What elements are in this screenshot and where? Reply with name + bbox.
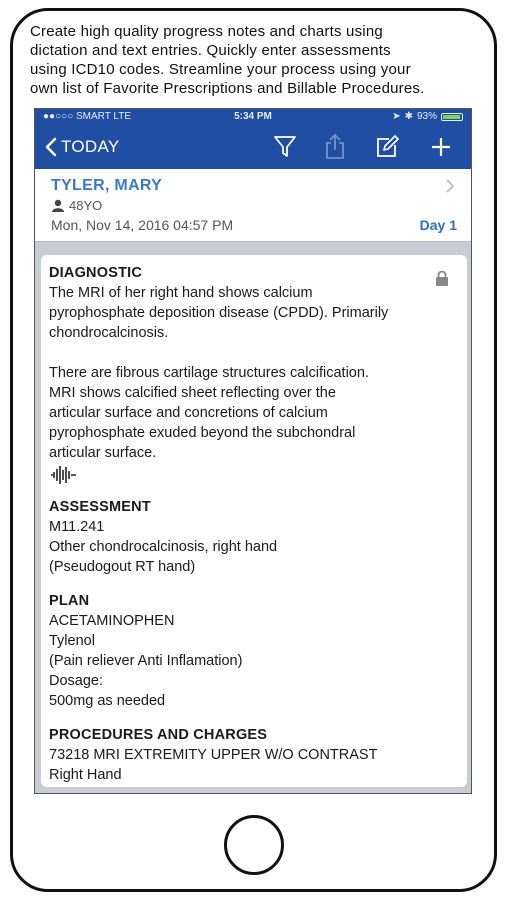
diagnostic-title: DIAGNOSTIC (49, 265, 143, 281)
promo-text (30, 22, 500, 98)
status-time: 5:34 PM (234, 111, 272, 122)
promo-line: dictation and text entries. Quickly enter assessments (30, 42, 391, 59)
nav-bar (35, 125, 471, 169)
spacer (49, 343, 457, 363)
home-button[interactable] (224, 815, 284, 875)
note-card (41, 255, 467, 787)
person-icon (51, 199, 65, 212)
promo-line: using ICD10 codes. Streamline your process using your (30, 61, 411, 78)
patient-age: 48YO (69, 198, 103, 213)
bluetooth-icon: ✱ (404, 111, 413, 122)
diagnostic-line: articular surface and concretions of calcium (49, 405, 328, 421)
assessment-line: M11.241 (49, 519, 105, 535)
carrier-label: ●●○○○ SMART LTE (43, 111, 131, 122)
battery-fill (443, 115, 460, 119)
assessment-title: ASSESSMENT (49, 499, 151, 515)
app-screen (34, 108, 472, 794)
patient-header[interactable] (35, 169, 471, 242)
procedure-line: 73218 MRI EXTREMITY UPPER W/O CONTRAST (49, 747, 378, 763)
assessment-line: (Pseudogout RT hand) (49, 559, 196, 575)
plan-line: 500mg as needed (49, 693, 166, 709)
status-right (392, 109, 463, 125)
filter-icon[interactable] (273, 135, 297, 159)
plan-line: Tylenol (49, 633, 95, 649)
add-icon[interactable] (429, 135, 453, 159)
diagnostic-line: pyrophosphate exuded beyond the subchondral (49, 425, 356, 441)
promo-line: Create high quality progress notes and charts using (30, 23, 383, 40)
spacer (49, 485, 457, 497)
diagnostic-line: MRI shows calcified sheet reflecting over the (49, 385, 336, 401)
plan-line: ACETAMINOPHEN (49, 613, 175, 629)
compose-icon[interactable] (375, 135, 399, 159)
diagnostic-line: There are fibrous cartilage structures calcification. (49, 365, 369, 381)
spacer (49, 577, 457, 591)
plan-title: PLAN (49, 593, 90, 609)
back-label: TODAY (61, 137, 120, 156)
location-icon: ➤ (392, 111, 401, 122)
chevron-right-icon (446, 179, 455, 193)
visit-datetime: Mon, Nov 14, 2016 04:57 PM (51, 217, 234, 233)
diagnostic-line: pyrophosphate deposition disease (CPDD). Primarily (49, 305, 389, 321)
status-bar (35, 109, 471, 125)
battery-icon (441, 113, 463, 121)
patient-age-row (51, 198, 102, 213)
audio-waveform-icon[interactable] (49, 465, 457, 485)
share-icon[interactable] (323, 135, 347, 159)
diagnostic-line: The MRI of her right hand shows calcium (49, 285, 313, 301)
diagnostic-line: chondrocalcinosis. (49, 325, 169, 341)
procedures-title: PROCEDURES AND CHARGES (49, 727, 268, 743)
procedure-line: Right Hand (49, 767, 122, 783)
assessment-line: Other chondrocalcinosis, right hand (49, 539, 278, 555)
lock-icon[interactable] (435, 271, 449, 286)
patient-name: TYLER, MARY (51, 177, 163, 194)
back-button[interactable] (45, 125, 120, 169)
visit-day: Day 1 (419, 217, 457, 233)
spacer (49, 711, 457, 725)
plan-line: (Pain reliever Anti Inflamation) (49, 653, 243, 669)
battery-percent: 93% (416, 111, 437, 122)
plan-line: Dosage: (49, 673, 104, 689)
promo-line: own list of Favorite Prescriptions and Billable Procedures. (30, 80, 425, 97)
chevron-left-icon (45, 137, 57, 157)
diagnostic-line: articular surface. (49, 445, 157, 461)
